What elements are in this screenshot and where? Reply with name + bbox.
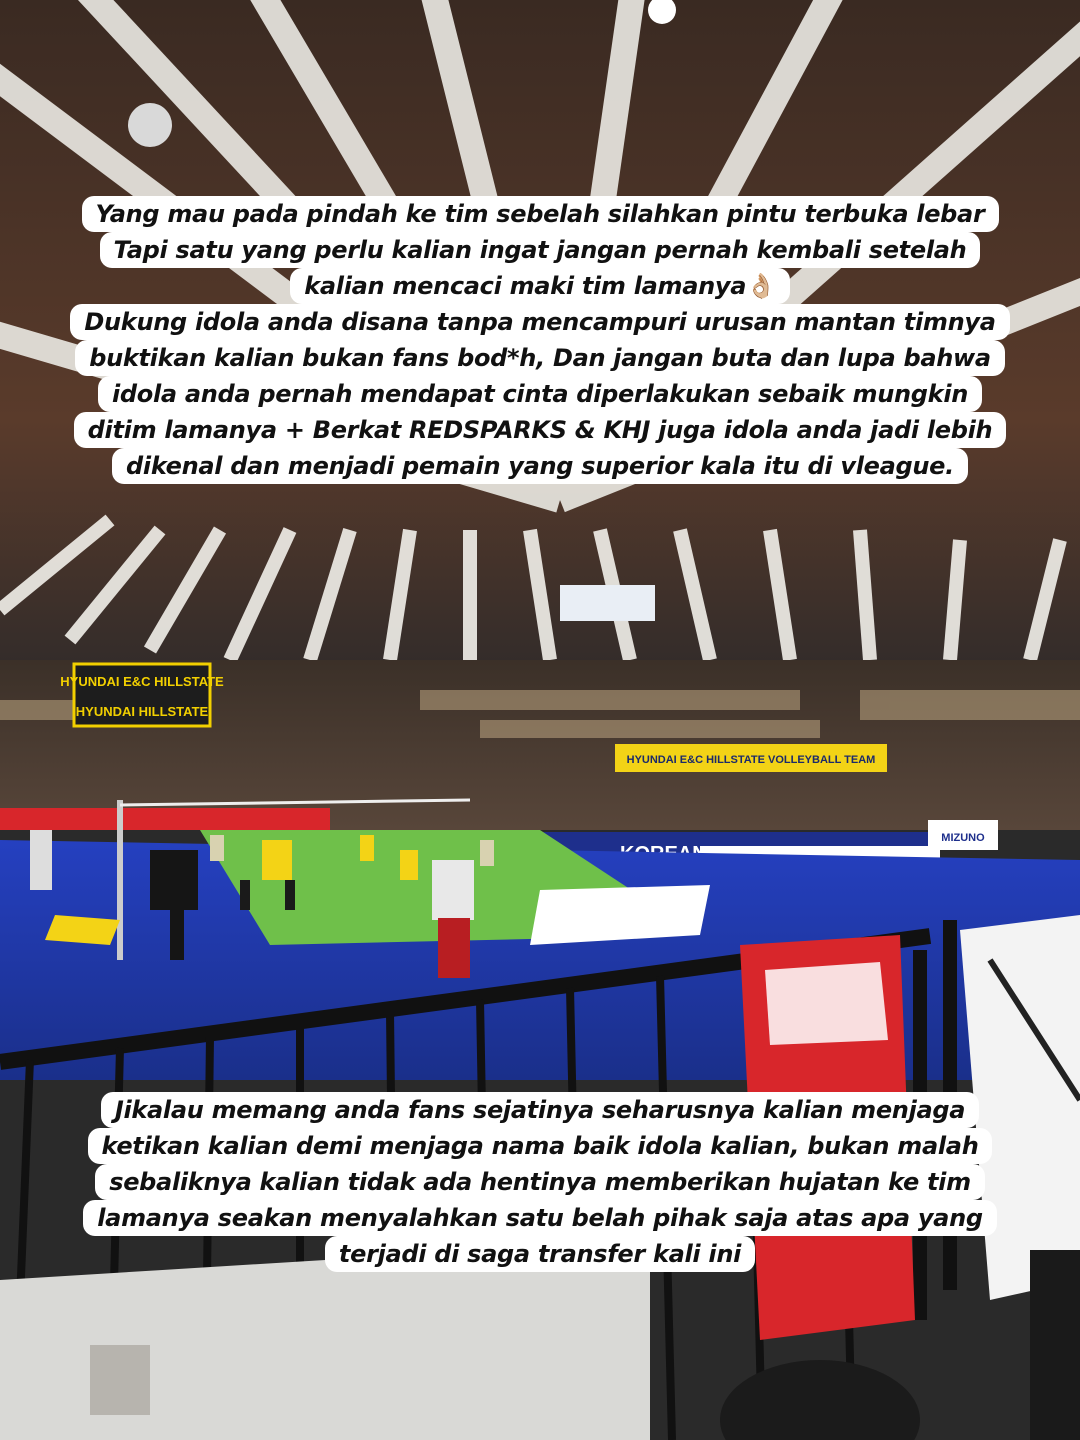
caption-bottom [0, 1092, 1080, 1272]
caption-top-line-5: buktikan kalian bukan fans bod*h, Dan jangan buta dan lupa bahwa [75, 340, 1005, 376]
caption-bottom-line-2: ketikan kalian demi menjaga nama baik idola kalian, bukan malah [88, 1128, 993, 1164]
hanging-sign [560, 585, 655, 621]
caption-top-line-3 [290, 268, 790, 304]
foreground-bag [1030, 1250, 1080, 1440]
red-jersey-print [765, 962, 888, 1045]
ok-hand-icon: 👌🏼 [746, 272, 776, 300]
caption-top-line-6: idola anda pernah mendapat cinta diperlakukan sebaik mungkin [98, 376, 982, 412]
caption-bottom-line-1: Jikalau memang anda fans sejatinya seharusnya kalian menjaga [101, 1092, 979, 1128]
court-logo [45, 915, 120, 945]
team-banner-text: HYUNDAI E&C HILLSTATE VOLLEYBALL TEAM [626, 754, 876, 766]
ceiling-speaker [128, 103, 172, 147]
ledge-hinge [90, 1345, 150, 1415]
ad-board-left [0, 808, 330, 830]
caption-bottom-line-3: sebaliknya kalian tidak ada hentinya memberikan hujatan ke tim [95, 1164, 985, 1200]
brand-text: MIZUNO [941, 832, 985, 844]
scoreboard-text-2: HYUNDAI HILLSTATE [75, 704, 209, 719]
caption-top-line-3-text: kalian mencaci maki tim lamanya [304, 272, 747, 300]
foreground-seat [720, 1360, 920, 1440]
caption-bottom-line-4: lamanya seakan menyalahkan satu belah pihak saja atas apa yang [83, 1200, 997, 1236]
caption-top-line-8: dikenal dan menjadi pemain yang superior kala itu di vleague. [112, 448, 968, 484]
caption-top [0, 196, 1080, 484]
caption-top-line-1: Yang mau pada pindah ke tim sebelah silahkan pintu terbuka lebar [82, 196, 999, 232]
caption-top-line-4: Dukung idola anda disana tanpa mencampuri urusan mantan timnya [70, 304, 1009, 340]
court-sign [530, 885, 710, 945]
caption-top-line-7: ditim lamanya + Berkat REDSPARKS & KHJ juga idola anda jadi lebih [74, 412, 1007, 448]
caption-top-line-2: Tapi satu yang perlu kalian ingat jangan pernah kembali setelah [100, 232, 981, 268]
caption-bottom-line-5: terjadi di saga transfer kali ini [325, 1236, 755, 1272]
scoreboard-text-1: HYUNDAI E&C HILLSTATE [60, 674, 224, 689]
